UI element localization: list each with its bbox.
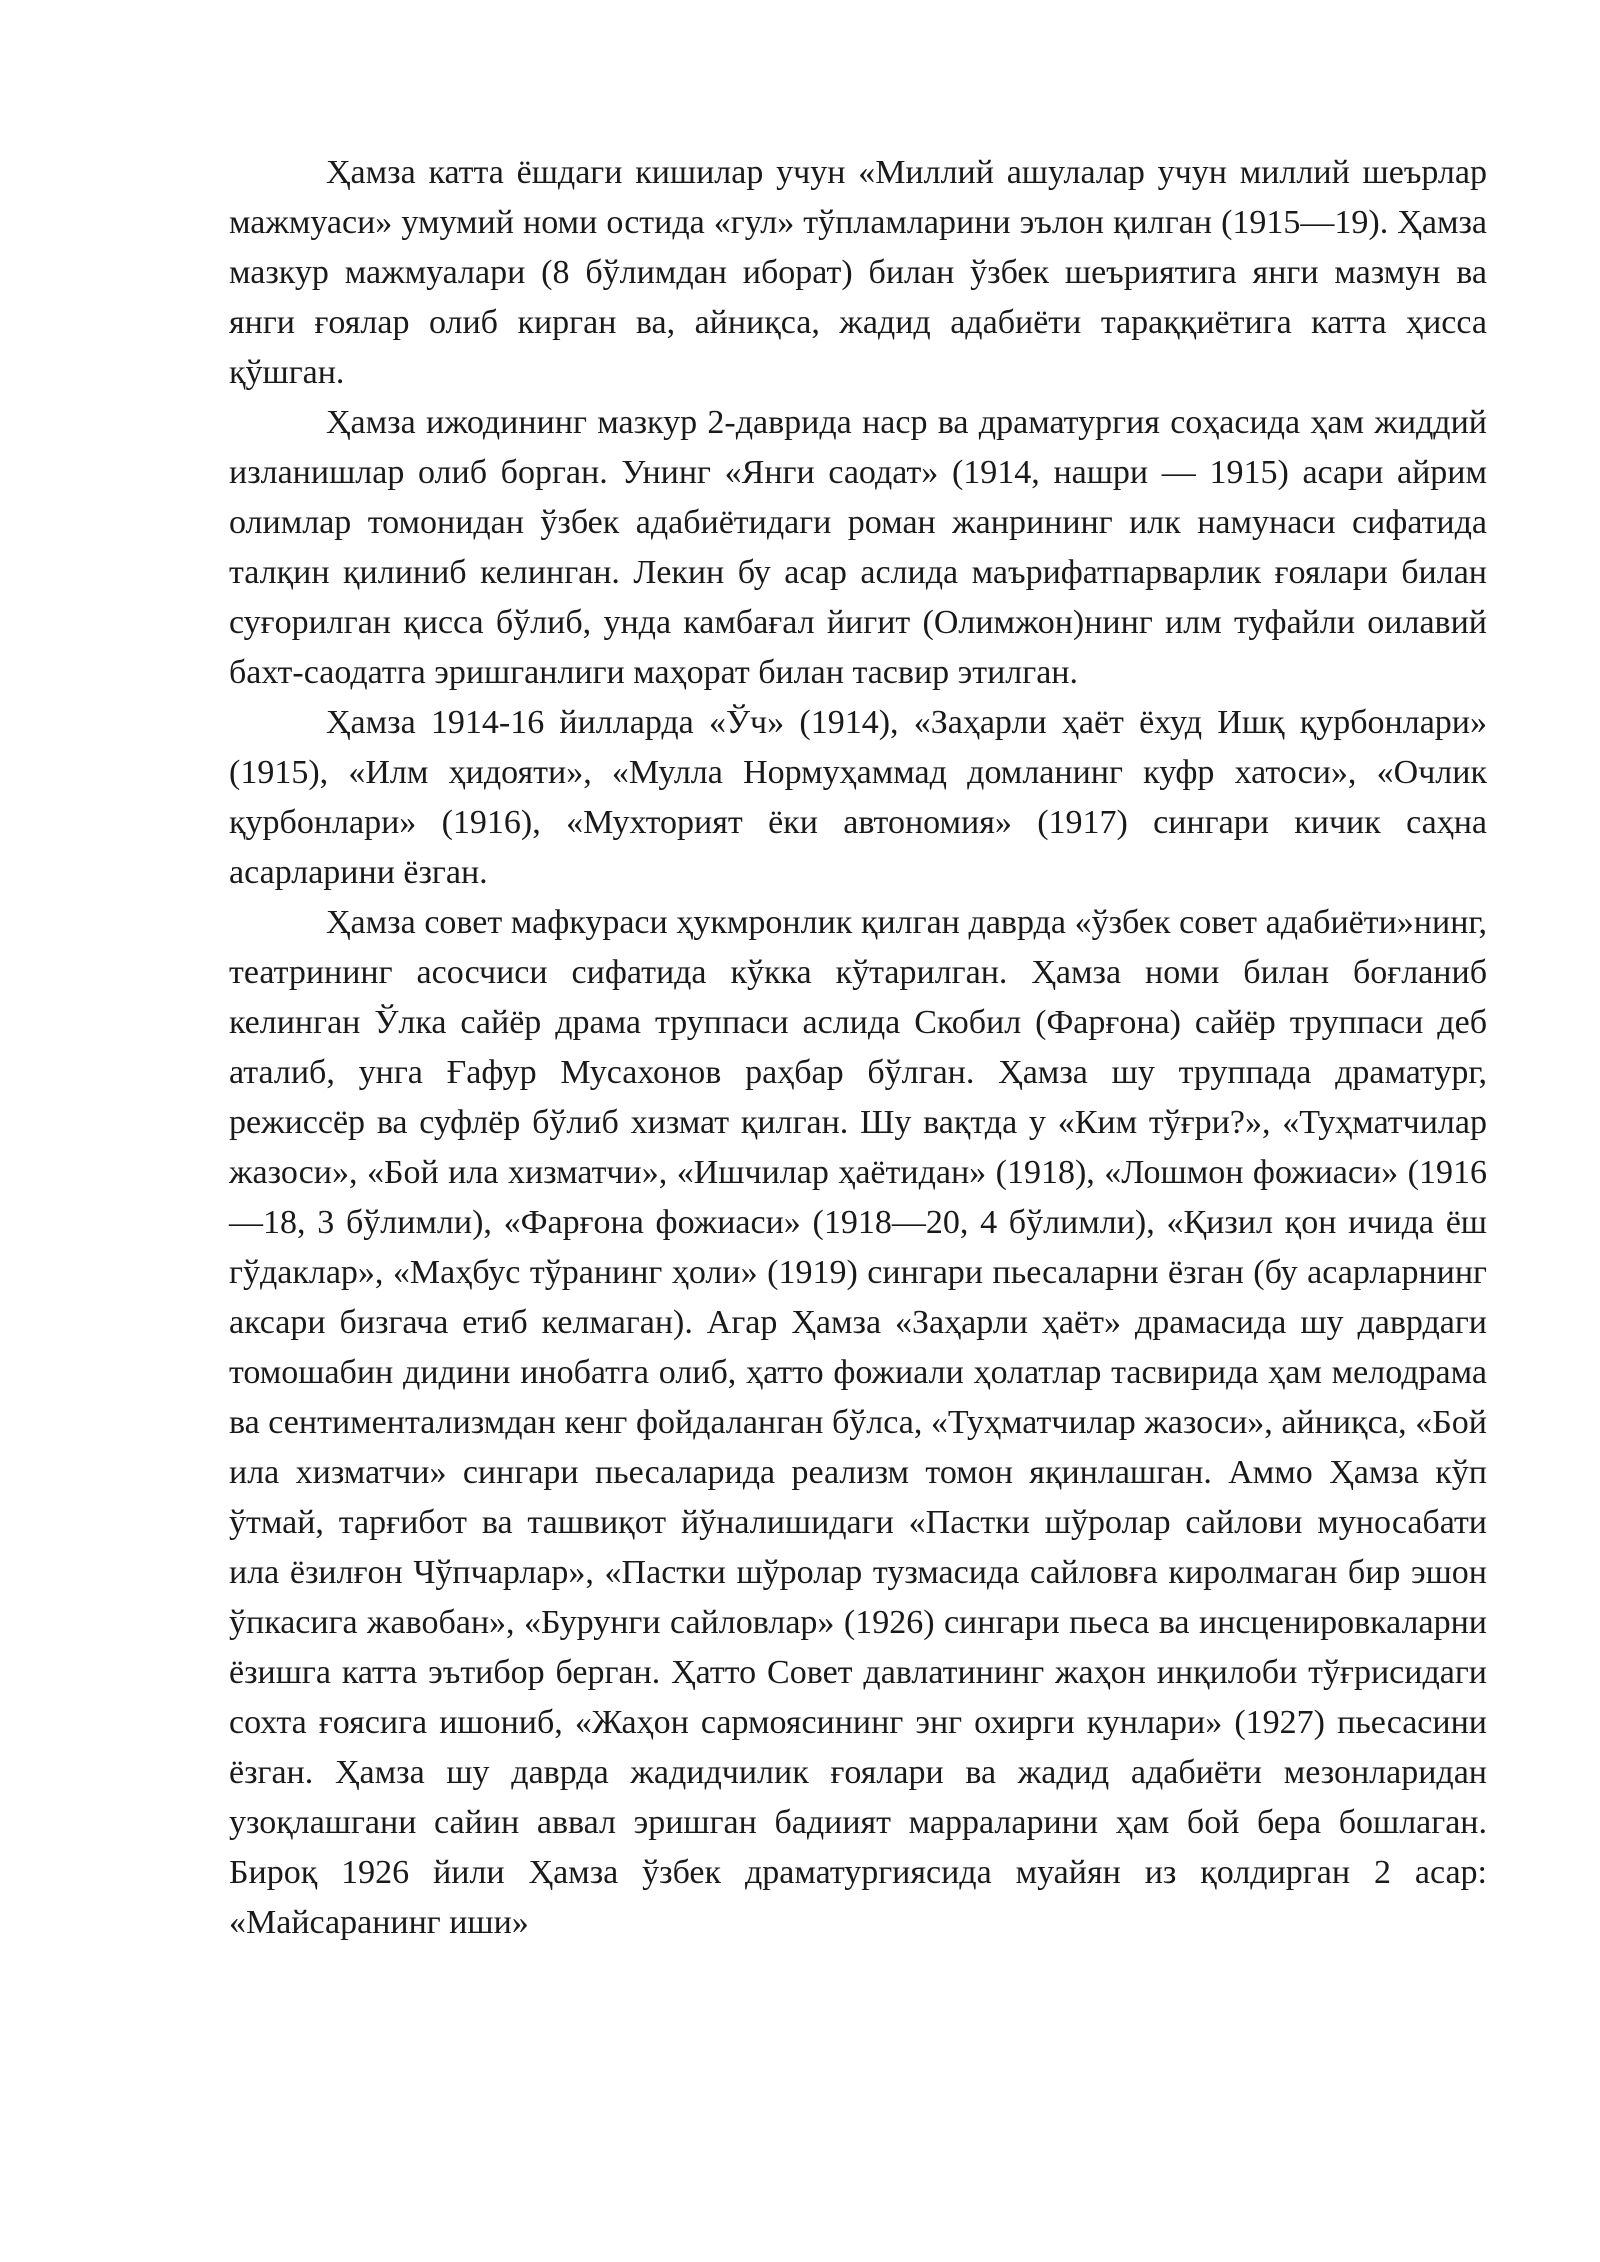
paragraph-4: Ҳамза совет мафкураси ҳукмронлик қилган даврда «ўзбек совет адабиёти»нинг, театрининг асосчиси сифатида кўкка кўтарилган. Ҳамза номи билан боғланиб келинган Ўлка сайёр драма труппаси аслида Скобил (Фарғона) сайёр труппаси деб аталиб, унга Ғафур Мусахонов раҳбар бўлган. Ҳамза шу труппада драматург, режиссёр ва суфлёр бўлиб хизмат қилган. Шу вақтда у «Ким тўғри?», «Туҳматчилар жазоси», «Бой ила хизматчи», «Ишчилар ҳаётидан» (1918), «Лошмон фожиаси» (1916—18, 3 бўлимли), «Фарғона фожиаси» (1918—20, 4 бўлимли), «Қизил қон ичида ёш гўдаклар», «Маҳбус тўранинг ҳоли» (1919) сингари пьесаларни ёзган (бу асарларнинг аксари бизгача етиб келмаган). Агар Ҳамза «Заҳарли ҳаёт» драмасида шу даврдаги томошабин дидини инобатга олиб, ҳатто фожиали ҳолатлар тасвирида ҳам мелодрама ва сентиментализмдан кенг фойдаланган бўлса, «Туҳматчилар жазоси», айниқса, «Бой ила хизматчи» сингари пьесаларида реализм томон яқинлашган. Аммо Ҳамза кўп ўтмай, тарғибот ва ташвиқот йўналишидаги «Пастки шўролар сайлови муносабати ила ёзилғон Чўпчарлар», «Пастки шўролар тузмасида сайловға киролмаган бир эшон ўпкасига жавобан», «Бурунги сайловлар» (1926) сингари пьеса ва инсценировкаларни ёзишга катта эътибор берган. Ҳатто Совет давлатининг жаҳон инқилоби тўғрисидаги сохта ғоясига ишониб, «Жаҳон сармоясининг энг охирги кунлари» (1927) пьесасини ёзган. Ҳамза шу даврда жадидчилик ғоялари ва жадид адабиёти мезонларидан узоқлашгани сайин аввал эришган бадиият марраларини ҳам бой бера бошлаган. Бироқ 1926 йили Ҳамза ўзбек драматургиясида муайян из қолдирган 2 асар: «Майсаранинг иши»: [229, 904, 1487, 1941]
paragraph-3: Ҳамза 1914-16 йилларда «Ўч» (1914), «Заҳарли ҳаёт ёхуд Ишқ қурбонлари» (1915), «Илм ҳидояти», «Мулла Нормуҳаммад домланинг куфр хатоси», «Очлик қурбонлари» (1916), «Мухторият ёки автономия» (1917) сингари кичик саҳна асарларини ёзган.: [229, 704, 1487, 891]
paragraph-2: Ҳамза ижодининг мазкур 2-даврида наср ва драматургия соҳасида ҳам жиддий изланишлар олиб борган. Унинг «Янги саодат» (1914, нашри — 1915) асари айрим олимлар томонидан ўзбек адабиётидаги роман жанрининг илк намунаси сифатида талқин қилиниб келинган. Лекин бу асар аслида маърифатпарварлик ғоялари билан суғорилган қисса бўлиб, унда камбағал йигит (Олимжон)нинг илм туфайли оилавий бахт-саодатга эришганлиги маҳорат билан тасвир этилган.: [229, 404, 1487, 691]
body-text: [229, 148, 1487, 1948]
paragraph-1: Ҳамза катта ёшдаги кишилар учун «Миллий ашулалар учун миллий шеърлар мажмуаси» умумий номи остида «гул» тўпламларини эълон қилган (1915—19). Ҳамза мазкур мажмуалари (8 бўлимдан иборат) билан ўзбек шеъриятига янги мазмун ва янги ғоялар олиб кирган ва, айниқса, жадид адабиёти тараққиётига катта ҳисса қўшган.: [229, 154, 1487, 391]
